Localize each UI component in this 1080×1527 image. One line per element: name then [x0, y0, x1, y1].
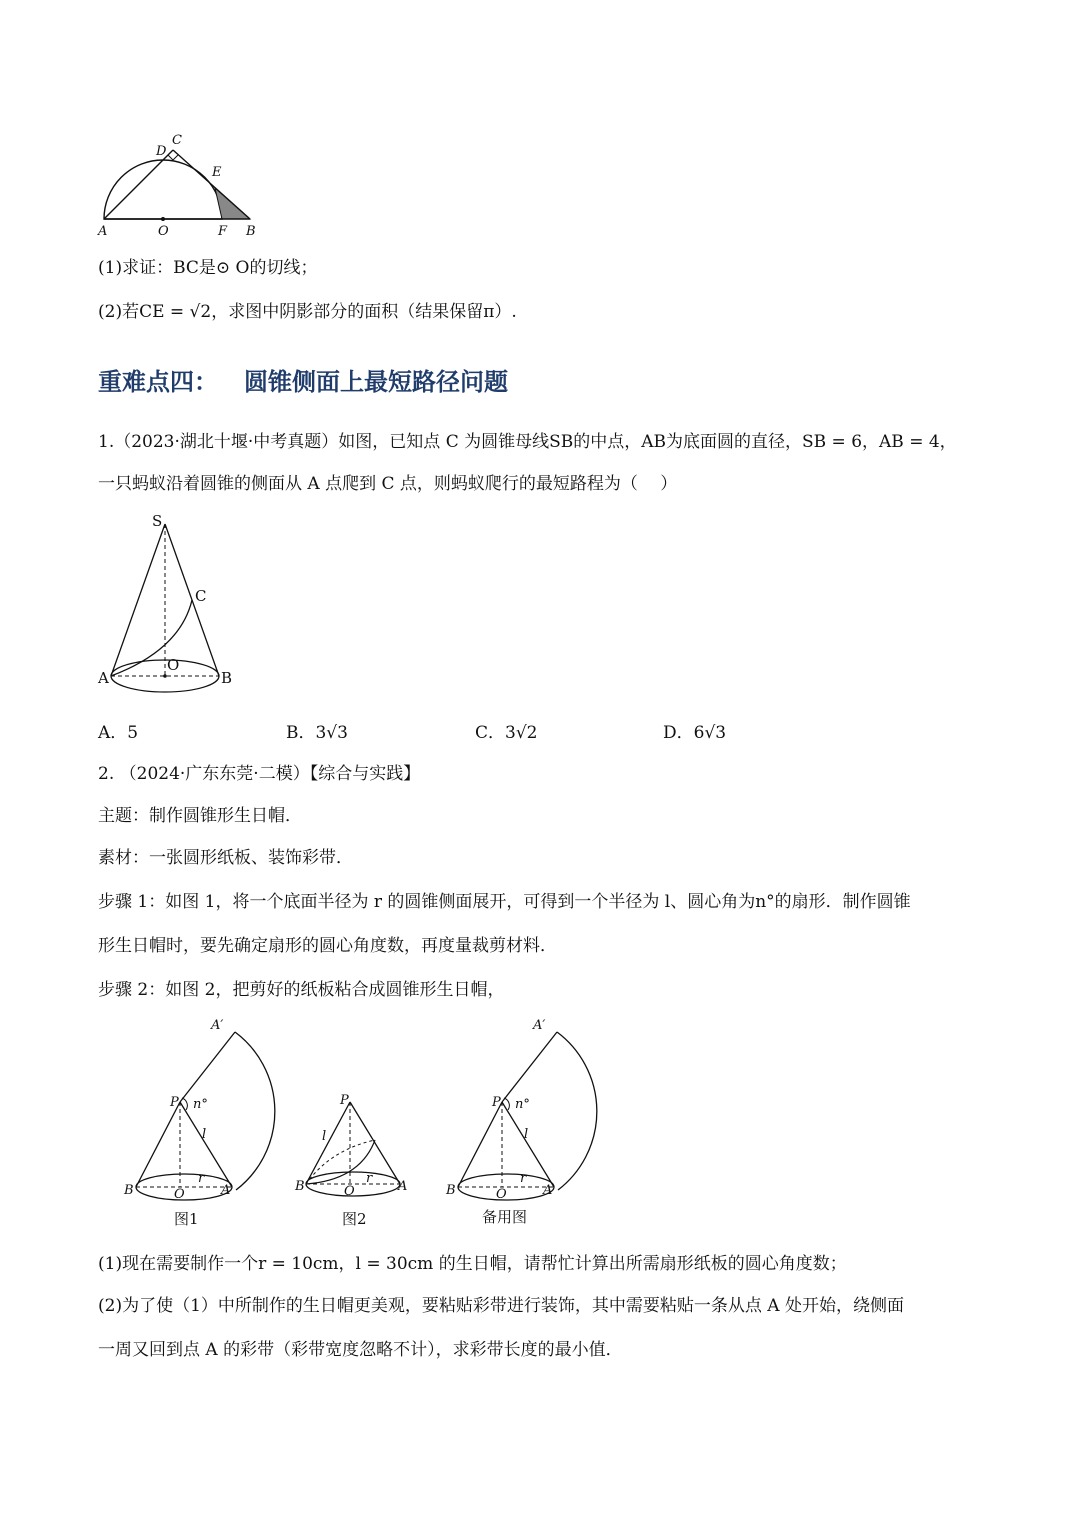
label-O: O: [344, 1184, 355, 1199]
label-A: A: [98, 669, 109, 687]
problem2-line1: 2. （2024·广东东莞·二模）【综合与实践】: [98, 764, 421, 784]
label-n: n°: [193, 1097, 208, 1112]
label-A: A: [398, 1179, 408, 1194]
problem2-question-2-a: (2)为了使（1）中所制作的生日帽更美观，要粘贴彩带进行装饰，其中需要粘贴一条从点 A 处开始，绕侧面: [98, 1296, 904, 1316]
label-r: r: [198, 1171, 205, 1186]
problem2-question-2-b: 一周又回到点 A 的彩带（彩带宽度忽略不计），求彩带长度的最小值．: [98, 1340, 623, 1360]
label-F: F: [218, 224, 228, 239]
label-S: S: [152, 512, 163, 530]
semicircle-figure: [90, 128, 270, 240]
option-a: A．5: [98, 723, 139, 743]
label-l: l: [202, 1127, 207, 1142]
problem2-step2: 步骤 2：如图 2，把剪好的纸板粘合成圆锥形生日帽，: [98, 980, 505, 1000]
section-title-text: 圆锥侧面上最短路径问题: [244, 368, 508, 396]
figure-1: [118, 1012, 298, 1232]
label-E: E: [212, 165, 222, 180]
label-P: P: [170, 1095, 179, 1110]
label-P: P: [492, 1095, 501, 1110]
label-A-prime: A′: [211, 1018, 224, 1033]
problem2-step1-a: 步骤 1：如图 1，将一个底面半径为 r 的圆锥侧面展开，可得到一个半径为 l、圆心角为n°的扇形．制作圆锥: [98, 892, 911, 912]
problem1-line1: 1.（2023·湖北十堰·中考真题）如图，已知点 C 为圆锥母线SB的中点，AB为底面圆的直径，SB = 6，AB = 4，: [98, 432, 957, 452]
label-r: r: [366, 1171, 373, 1186]
label-B: B: [295, 1179, 305, 1194]
option-c: C．3√2: [475, 723, 538, 743]
label-A: A: [543, 1183, 553, 1198]
section-title: [98, 362, 508, 397]
problem2-material: 素材：一张圆形纸板、装饰彩带．: [98, 848, 353, 868]
label-O: O: [158, 224, 169, 239]
figure-2: [290, 1090, 420, 1235]
label-l: l: [322, 1129, 327, 1144]
label-B: B: [246, 224, 256, 239]
label-B: B: [221, 669, 233, 687]
label-O: O: [174, 1187, 185, 1202]
problem2-question-1: (1)现在需要制作一个r = 10cm，l = 30cm 的生日帽，请帮忙计算出所需扇形纸板的圆心角度数；: [98, 1254, 847, 1274]
label-B: B: [446, 1183, 456, 1198]
caption-figure-2: 图2: [342, 1210, 367, 1228]
label-O: O: [167, 656, 180, 674]
label-B: B: [124, 1183, 134, 1198]
prev-question-1: (1)求证：BC是⊙ O的切线；: [98, 258, 318, 278]
label-P: P: [340, 1093, 349, 1108]
label-D: D: [156, 144, 167, 159]
problem2-step1-b: 形生日帽时，要先确定扇形的圆心角度数，再度量裁剪材料．: [98, 936, 557, 956]
label-C: C: [172, 133, 182, 148]
label-A: A: [221, 1183, 231, 1198]
option-b: B．3√3: [286, 723, 348, 743]
option-d: D．6√3: [663, 723, 727, 743]
cone-figure: [95, 510, 235, 695]
label-r: r: [520, 1171, 527, 1186]
prev-question-2: (2)若CE = √2，求图中阴影部分的面积（结果保留π）.: [98, 302, 517, 322]
label-A-prime: A′: [533, 1018, 546, 1033]
problem1-line2: 一只蚂蚁沿着圆锥的侧面从 A 点爬到 C 点，则蚂蚁爬行的最短路程为（ ）: [98, 474, 678, 494]
caption-backup-figure: 备用图: [482, 1208, 528, 1226]
label-C: C: [195, 587, 207, 605]
section-title-prefix: 重难点四：: [98, 368, 218, 396]
label-l: l: [524, 1127, 529, 1142]
backup-figure: [440, 1012, 620, 1232]
label-n: n°: [515, 1097, 530, 1112]
problem2-theme: 主题：制作圆锥形生日帽．: [98, 806, 302, 826]
label-O: O: [496, 1187, 507, 1202]
caption-figure-1: 图1: [174, 1210, 199, 1228]
label-A: A: [98, 224, 108, 239]
